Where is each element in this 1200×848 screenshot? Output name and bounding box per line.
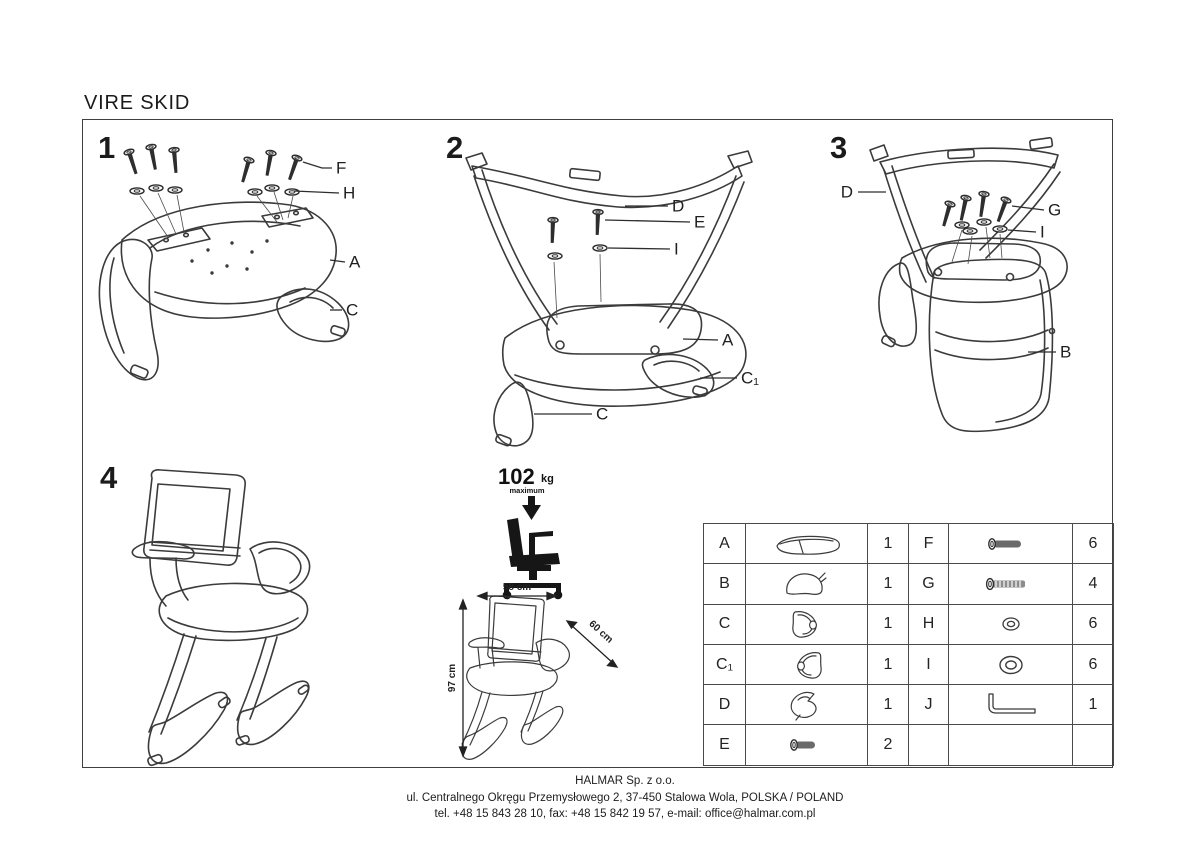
part-qty: 1 [868, 644, 909, 684]
part-letter: B [704, 564, 746, 604]
seat-part-icon [769, 531, 845, 557]
part-letter: F [909, 524, 949, 564]
bolt-icon [983, 536, 1039, 552]
callout-label-b: B [1060, 342, 1072, 362]
weight-unit: kg [541, 473, 554, 485]
callout-line-h [294, 191, 339, 193]
dimension-chair-drawing [462, 596, 570, 759]
step4-diagram [98, 458, 406, 770]
large-washer-icon [994, 653, 1028, 677]
height-dimension: 97 cm [447, 663, 458, 693]
part-letter: J [909, 685, 949, 725]
part-qty: 1 [868, 524, 909, 564]
part-qty: 2 [868, 725, 909, 765]
allen-key-icon [981, 691, 1041, 719]
callout-label-a: A [722, 330, 734, 350]
callout-label-a: A [349, 252, 361, 272]
dimension-arrows [460, 593, 618, 757]
part-qty: 6 [1073, 524, 1114, 564]
part-qty: 1 [868, 604, 909, 644]
armrest-right-part-icon [787, 649, 827, 681]
step3-diagram [822, 128, 1114, 446]
part-letter: C [704, 604, 746, 644]
assembled-chair-drawing [132, 470, 309, 766]
step2-diagram [438, 128, 783, 446]
callout-line-i [608, 248, 670, 249]
part-letter: C₁ [704, 644, 746, 684]
footer [50, 773, 1200, 823]
step4-number: 4 [100, 460, 118, 495]
callout-label-g: G [1048, 200, 1062, 220]
screws-g [939, 191, 1012, 228]
footer-address: ul. Centralnego Okręgu Przemysłowego 2, 37-450 Stalowa Wola, POLSKA / POLAND [406, 791, 844, 804]
part-letter: H [909, 604, 949, 644]
frame-and-seat-drawing [466, 151, 752, 446]
step3-number: 3 [830, 130, 848, 165]
step2-number: 2 [446, 130, 464, 165]
part-letter: I [909, 644, 949, 684]
callout-label-d: D [840, 182, 853, 202]
callout-label-c: C [346, 300, 359, 320]
screws-e [547, 209, 603, 243]
callout-line-a [683, 339, 718, 340]
table-row [704, 564, 1114, 604]
step1-diagram [88, 128, 390, 446]
armrest-left-part-icon [787, 608, 827, 640]
part-letter: A [704, 524, 746, 564]
table-row [704, 604, 1114, 644]
frame-backrest-drawing [870, 138, 1067, 432]
part-qty: 1 [868, 564, 909, 604]
screws-f [124, 144, 303, 184]
footer-contact: tel. +48 15 843 28 10, fax: +48 15 842 19 57, e-mail: office@halmar.com.pl [434, 808, 816, 820]
part-qty: 1 [868, 685, 909, 725]
callout-line-g [1012, 206, 1044, 210]
callout-label-f: F [336, 158, 347, 178]
callout-line-f [303, 162, 332, 168]
part-letter: G [909, 564, 949, 604]
parts-table [703, 523, 1114, 766]
callout-label-d: D [672, 196, 685, 216]
short-bolt-icon [785, 737, 829, 753]
small-washer-icon [998, 615, 1024, 633]
table-row [704, 685, 1114, 725]
depth-dimension: 60 cm [586, 618, 615, 646]
part-qty: 1 [1073, 685, 1114, 725]
washers-i [548, 245, 607, 259]
part-letter: D [704, 685, 746, 725]
part-letter [909, 725, 949, 765]
width-dimension: 58 cm [502, 582, 532, 593]
footer-company: HALMAR Sp. z o.o. [575, 775, 675, 787]
table-row [704, 644, 1114, 684]
callout-line-a [330, 260, 345, 262]
table-row [704, 524, 1114, 564]
page-title: VIRE SKID [84, 92, 191, 114]
weight-badge [496, 459, 586, 585]
part-letter: E [704, 725, 746, 765]
backrest-part-icon [781, 569, 833, 599]
step1-number: 1 [98, 130, 116, 165]
callout-label-i: I [674, 239, 679, 259]
frame-part-icon [786, 688, 828, 722]
callout-label-c: C [596, 404, 609, 424]
dimensions-diagram [437, 580, 689, 766]
washers-h [130, 185, 299, 195]
guide-lines [554, 254, 601, 318]
seat-bottom-drawing [99, 202, 348, 380]
weight-qualifier: maximum [509, 486, 545, 495]
part-qty: 6 [1073, 644, 1114, 684]
threaded-bolt-icon [981, 576, 1041, 592]
weight-value: 102 [498, 464, 535, 489]
callout-label-h: H [343, 183, 356, 203]
callout-label-c1: C₁ [741, 368, 760, 388]
table-row [704, 725, 1114, 765]
callout-label-i: I [1040, 222, 1045, 242]
callout-label-e: E [694, 212, 706, 232]
part-qty: 6 [1073, 604, 1114, 644]
weight-arrow-icon [522, 496, 541, 520]
part-qty [1073, 725, 1114, 765]
part-icon-empty [949, 725, 1073, 765]
callout-line-e [605, 220, 690, 222]
part-qty: 4 [1073, 564, 1114, 604]
